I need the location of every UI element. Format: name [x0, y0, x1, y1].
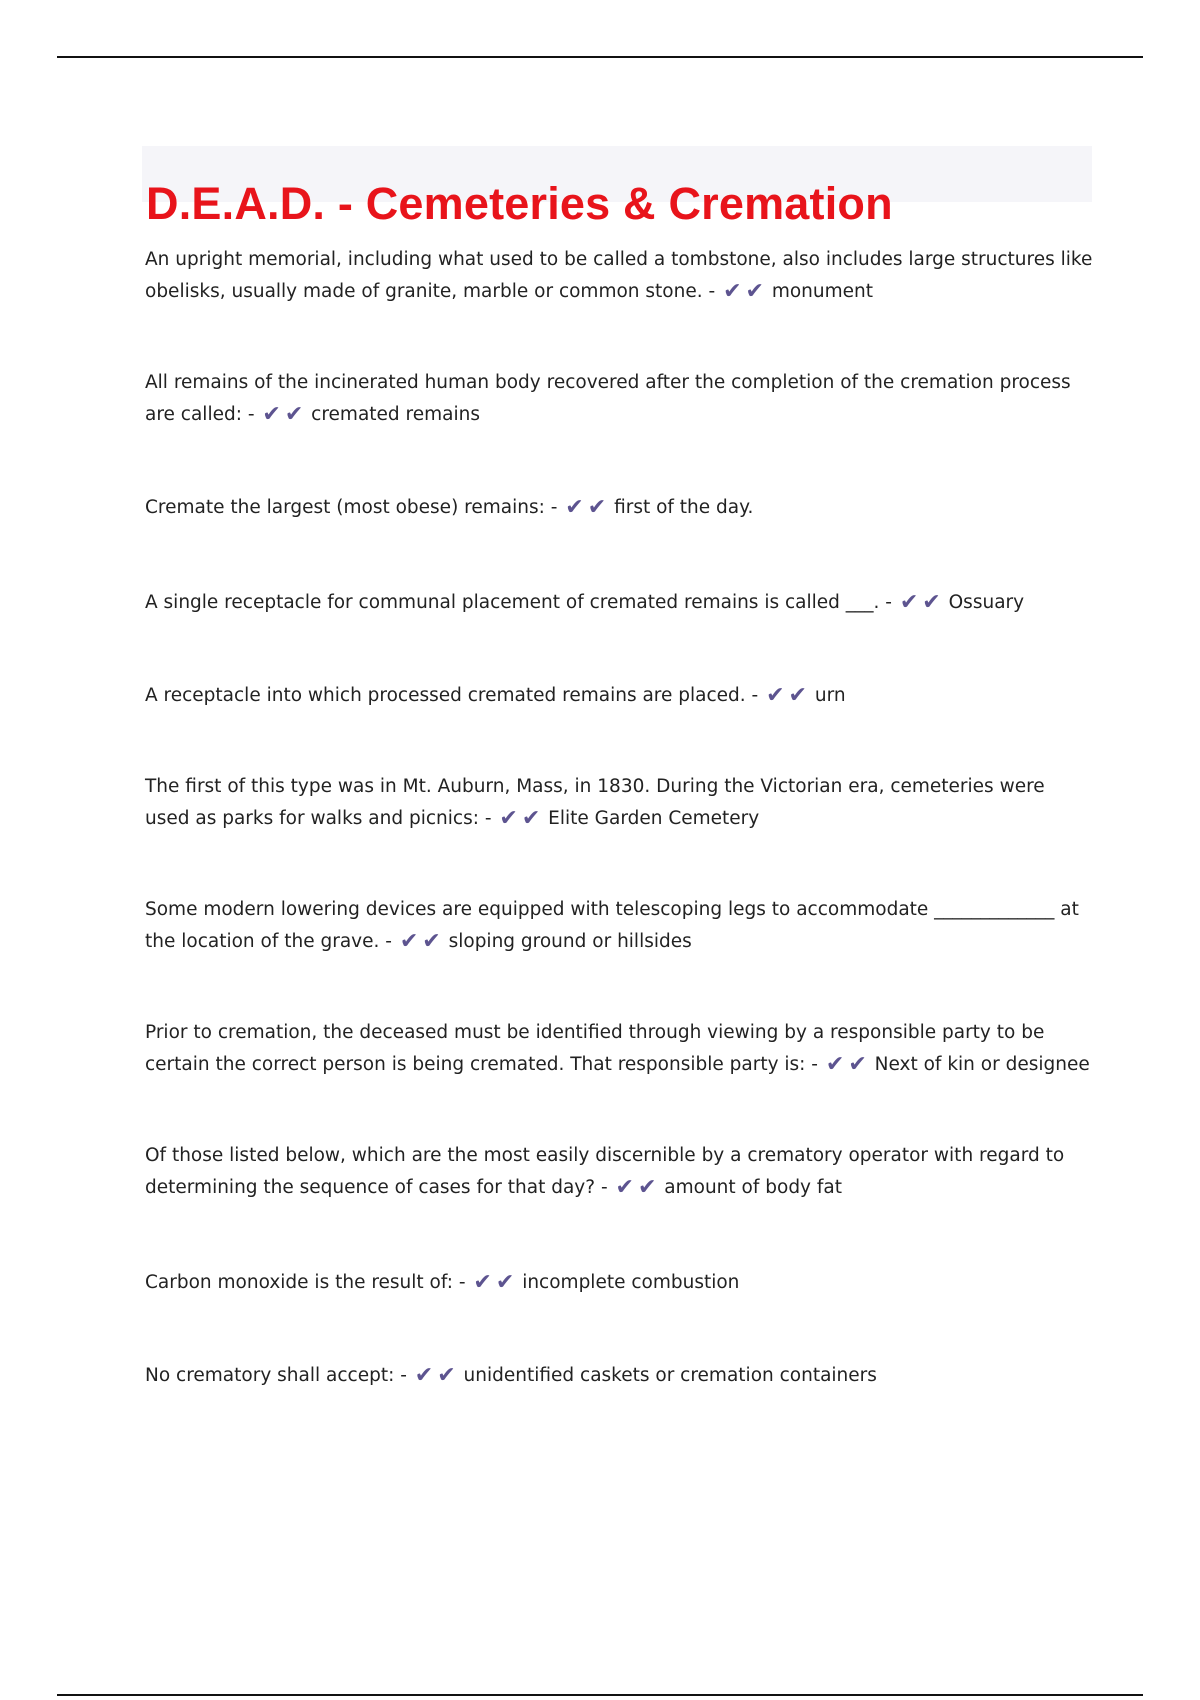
question-text: A receptacle into which processed cremated remains are placed. - [145, 685, 759, 706]
check-mark-icon: ✔ [399, 929, 419, 954]
check-mark-icon: ✔ [565, 495, 584, 520]
question-text: Some modern lowering devices are equipped with telescoping legs to accommodate _____________ at the location of the grave. - [145, 899, 1079, 952]
question-text: A single receptacle for communal placement of cremated remains is called ___. - [145, 592, 892, 613]
top-rule [57, 56, 1143, 58]
check-mark-icon: ✔ [414, 1363, 434, 1388]
check-mark-icon: ✔ [637, 1175, 657, 1200]
qa-item-2 [145, 367, 1095, 431]
qa-item-5 [145, 680, 1095, 712]
answer-text: cremated remains [311, 404, 480, 425]
check-mark-icon: ✔ [262, 402, 281, 427]
check-mark-icon: ✔ [495, 1270, 515, 1295]
question-text: Prior to cremation, the deceased must be identified through viewing by a responsible party to be certain the correct person is being cremated. That responsible party is: - [145, 1022, 1045, 1075]
answer-text: incomplete combustion [522, 1272, 740, 1293]
qa-item-6 [145, 771, 1095, 835]
check-mark-icon: ✔ [723, 279, 742, 304]
check-mark-icon: ✔ [899, 590, 919, 615]
answer-text: sloping ground or hillsides [448, 931, 692, 952]
answer-text: Next of kin or designee [874, 1054, 1090, 1075]
question-text: Cremate the largest (most obese) remains: - [145, 497, 558, 518]
qa-item-9 [145, 1140, 1095, 1204]
question-text: All remains of the incinerated human body recovered after the completion of the cremation process are called: - [145, 372, 1071, 425]
check-mark-icon: ✔ [284, 402, 304, 427]
qa-item-4 [145, 587, 1095, 619]
check-mark-icon: ✔ [848, 1052, 867, 1077]
question-text: The first of this type was in Mt. Auburn, Mass, in 1830. During the Victorian era, cemeteries were used as parks for walks and picnics: - [145, 776, 1045, 829]
document-title: D.E.A.D. - Cemeteries & Cremation [146, 178, 893, 230]
qa-item-1 [145, 244, 1095, 308]
answer-text: Elite Garden Cemetery [548, 808, 760, 829]
check-mark-icon: ✔ [922, 590, 941, 615]
answer-text: amount of body fat [664, 1177, 842, 1198]
question-text: No crematory shall accept: - [145, 1365, 407, 1386]
check-mark-icon: ✔ [499, 806, 518, 831]
answer-text: Ossuary [948, 592, 1025, 613]
check-mark-icon: ✔ [422, 929, 441, 954]
qa-item-3 [145, 492, 1095, 524]
check-mark-icon: ✔ [615, 1175, 634, 1200]
qa-item-7 [145, 894, 1095, 958]
question-text: An upright memorial, including what used to be called a tombstone, also includes large structures like obelisks, usually made of granite, marble or common stone. - [145, 249, 1093, 302]
answer-text: unidentified caskets or cremation containers [463, 1365, 877, 1386]
question-text: Carbon monoxide is the result of: - [145, 1272, 466, 1293]
answer-text: monument [771, 281, 873, 302]
check-mark-icon: ✔ [587, 495, 607, 520]
check-mark-icon: ✔ [745, 279, 764, 304]
answer-text: first of the day. [614, 497, 754, 518]
qa-item-11 [145, 1360, 1095, 1392]
bottom-rule [57, 1694, 1143, 1696]
check-mark-icon: ✔ [473, 1270, 492, 1295]
check-mark-icon: ✔ [766, 683, 785, 708]
check-mark-icon: ✔ [788, 683, 807, 708]
qa-item-10 [145, 1267, 1095, 1299]
check-mark-icon: ✔ [437, 1363, 456, 1388]
check-mark-icon: ✔ [825, 1052, 845, 1077]
answer-text: urn [814, 685, 846, 706]
question-text: Of those listed below, which are the most easily discernible by a crematory operator with regard to determining the sequence of cases for that day? - [145, 1145, 1065, 1198]
qa-item-8 [145, 1017, 1095, 1081]
check-mark-icon: ✔ [521, 806, 541, 831]
